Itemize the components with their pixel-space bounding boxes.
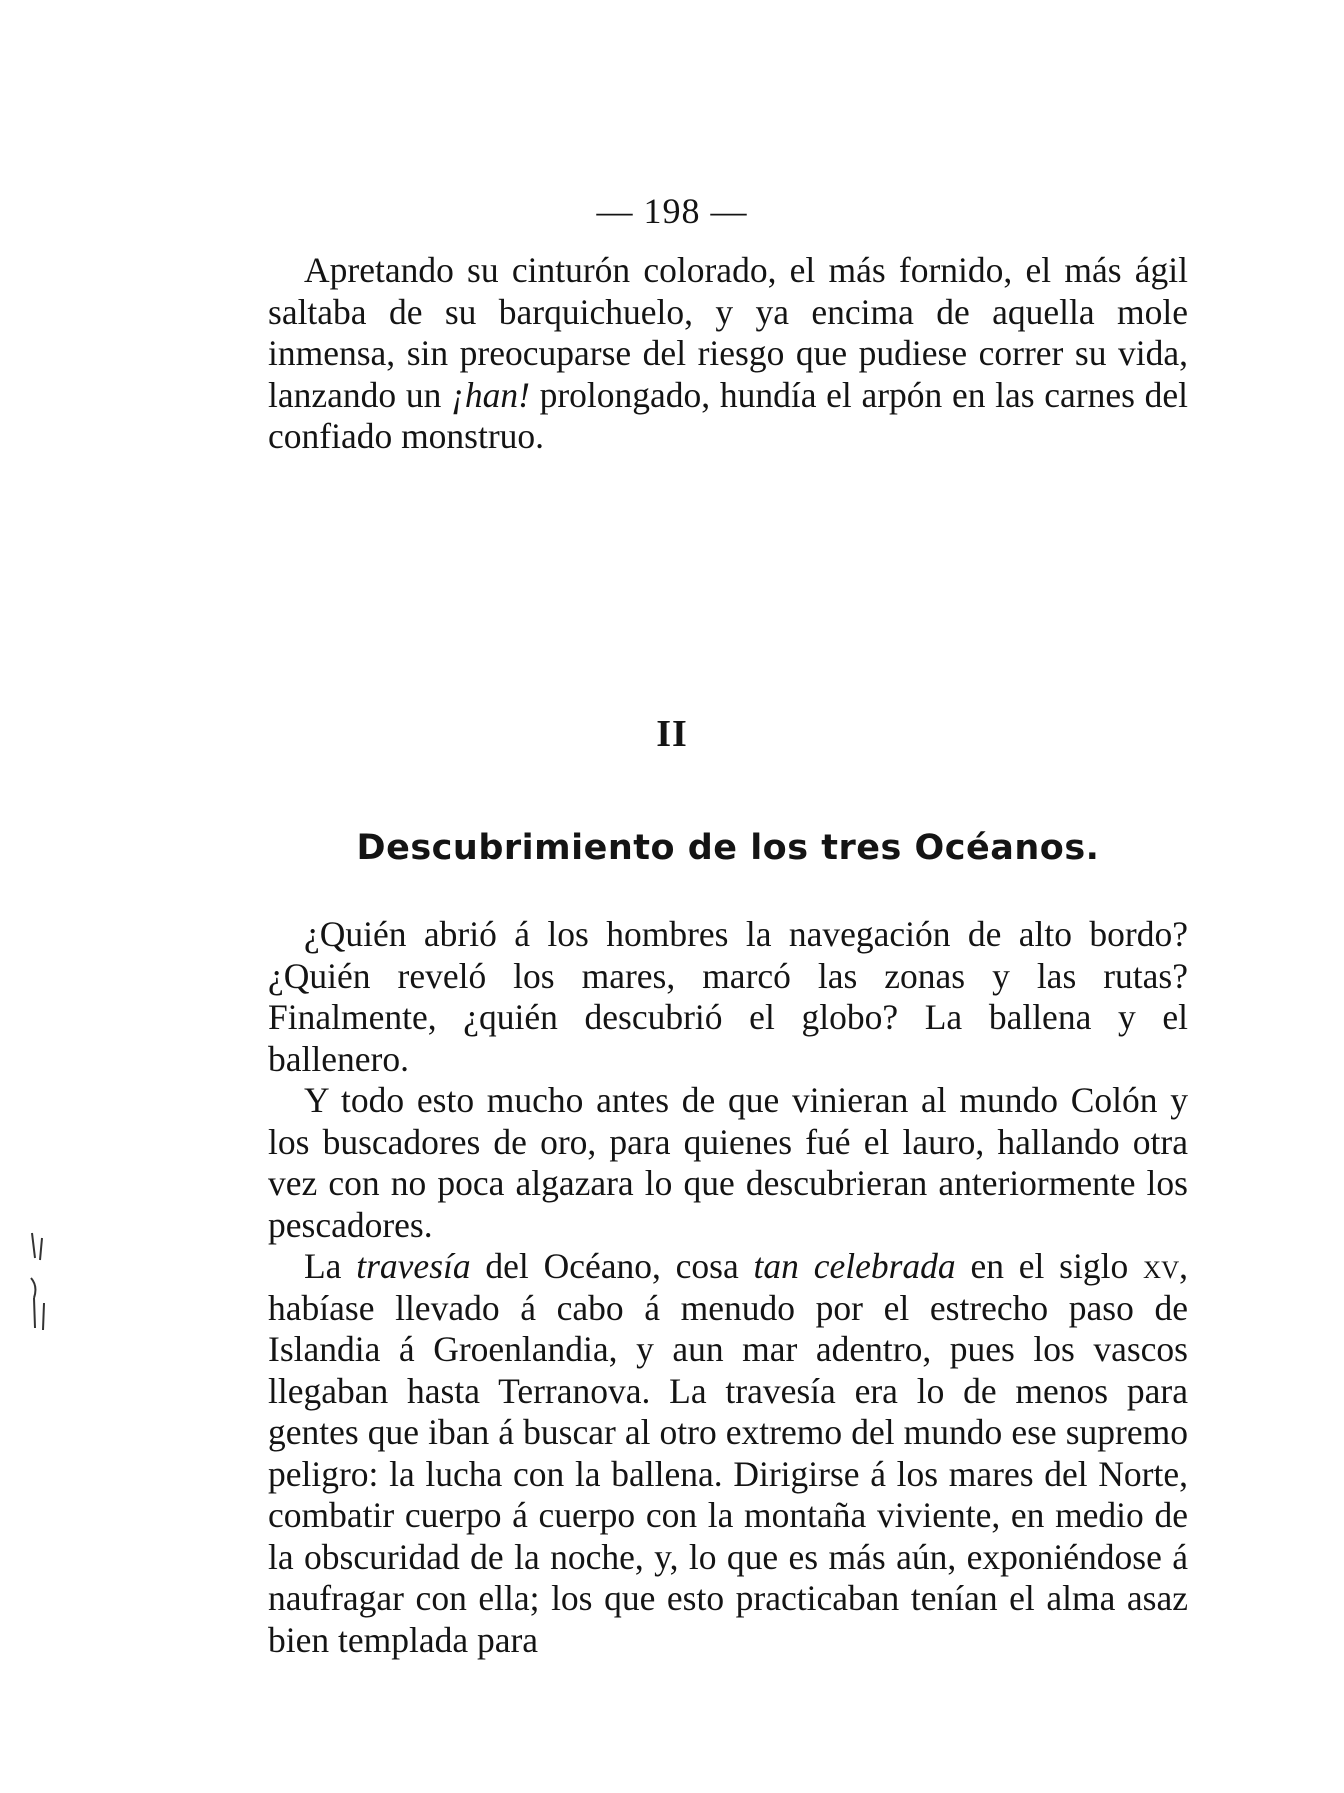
page-number: — 198 — xyxy=(596,191,748,231)
body-paragraph-2: Y todo esto mucho antes de que vinieran al mundo Colón y los buscadores de oro, para quienes fué el lauro, hallando otra vez con no poca algazara lo que descubrieran anteriormente los pescadores. xyxy=(268,1080,1188,1245)
interjection: ¡han! xyxy=(451,374,530,415)
margin-scan-mark xyxy=(22,1228,62,1338)
body-paragraph-1: ¿Quién abrió á los hombres la navegación de alto bordo? ¿Quién reveló los mares, marcó las zonas y las rutas? Finalmente, ¿quién descubrió el globo? La ballena y el ballenero. xyxy=(268,914,1188,1079)
p3-century: xv xyxy=(1143,1246,1180,1286)
body-text-block xyxy=(268,914,1188,1661)
top-paragraph-text-end: prolongado, hundía el arpón en las carnes del confiado monstruo. xyxy=(268,374,1188,456)
p3-mid-1: del Océano, cosa xyxy=(470,1246,754,1286)
p3-start: La xyxy=(304,1246,357,1286)
p3-mid-2: en el siglo xyxy=(955,1246,1144,1286)
body-paragraph-3 xyxy=(268,1246,1188,1661)
chapter-numeral: II xyxy=(656,713,688,755)
p3-italic-travesia: travesía xyxy=(356,1246,471,1286)
top-text-block xyxy=(268,250,1188,458)
p3-rest: , habíase llevado á cabo á menudo por el estrecho paso de Islandia á Groenlandia, y aun mar adentro, pues los vascos llegaban hasta Terranova. La travesía era lo de menos para gentes que iban á buscar al otro extremo del mundo ese supremo peligro: la lucha con la ballena. Dirigirse á los mares del Norte, combatir cuerpo á cuerpo con la montaña viviente, en medio de la obscuridad de la noche, y, lo que es más aún, exponiéndose á naufragar con ella; los que esto practicaban tenían el alma asaz bien templada para xyxy=(268,1246,1188,1660)
top-paragraph xyxy=(268,250,1188,458)
p3-italic-tan-celebrada: tan celebrada xyxy=(753,1246,956,1286)
section-title: Descubrimiento de los tres Océanos. xyxy=(356,828,1100,868)
top-paragraph-text: Apretando su cinturón colorado, el más fornido, el más ágil saltaba de su barquichuelo, y ya encima de aquella mole inmensa, sin preocuparse del riesgo que pudiese correr su vida, lanzando un xyxy=(268,250,1188,415)
